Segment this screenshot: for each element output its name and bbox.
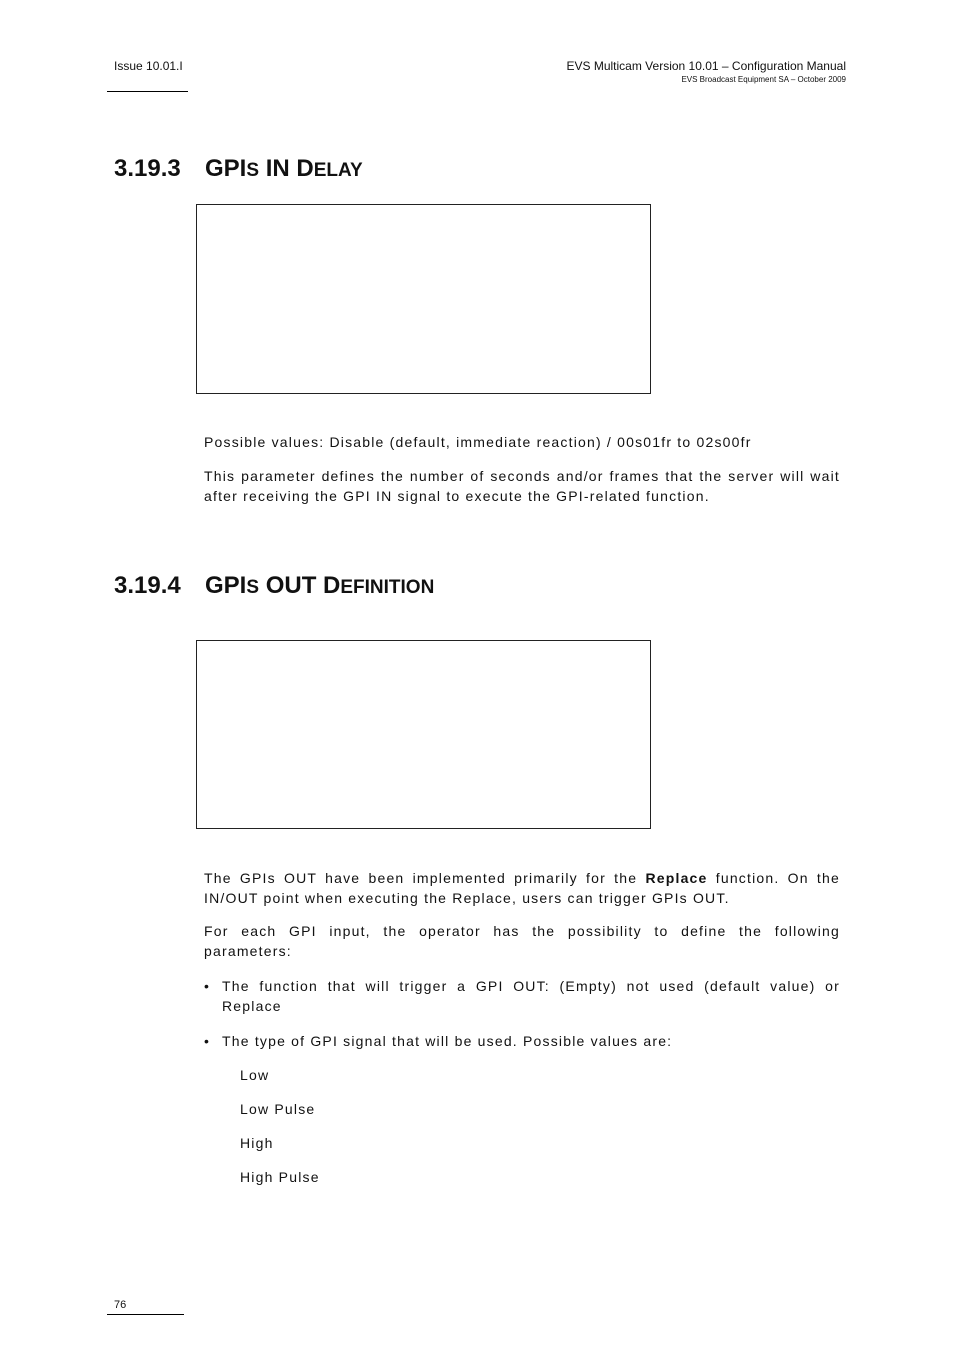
section-number: 3.19.4: [114, 572, 181, 599]
section-heading-gpis-in-delay: [114, 155, 363, 183]
bullet-icon: •: [204, 978, 211, 994]
bullet-item-function: [204, 976, 840, 1016]
paragraph-parameters: For each GPI input, the operator has the possibility to define the following parameters:: [204, 923, 840, 959]
screenshot-placeholder-gpis-out-definition: [196, 640, 651, 829]
text-run: The GPIs OUT have been implemented primarily for the: [204, 870, 646, 886]
value-item: High: [240, 1135, 274, 1151]
value-item: High Pulse: [240, 1169, 320, 1185]
header-divider: [107, 91, 188, 92]
section-number: 3.19.3: [114, 155, 181, 182]
heading-part: S: [246, 160, 260, 181]
text-run: function. On the IN/OUT point when executing the Replace, users can trigger GPIs OUT.: [204, 870, 840, 906]
bullet-icon: •: [204, 1033, 211, 1049]
bullet-text: The type of GPI signal that will be used. Possible values are:: [222, 1033, 673, 1049]
heading-part: IN D: [259, 155, 314, 182]
bold-term-replace: Replace: [645, 870, 708, 886]
header-publisher: EVS Broadcast Equipment SA – October 2009: [681, 75, 846, 84]
footer-divider: [107, 1314, 184, 1315]
value-item: Low Pulse: [240, 1101, 316, 1117]
heading-part: S: [246, 577, 260, 598]
value-item: Low: [240, 1067, 270, 1083]
header-manual-title: EVS Multicam Version 10.01 – Configuration Manual: [566, 59, 846, 73]
paragraph-gpis-out-intro: [204, 868, 840, 908]
paragraph-description: This parameter defines the number of seconds and/or frames that the server will wait after receiving the GPI IN signal to execute the GPI-related function.: [204, 468, 840, 504]
paragraph-possible-values: Possible values: Disable (default, immediate reaction) / 00s01fr to 02s00fr: [204, 434, 752, 450]
header-issue: Issue 10.01.I: [114, 59, 183, 73]
heading-part: EFINITION: [340, 577, 435, 598]
heading-part: OUT D: [259, 572, 341, 599]
heading-part: GPI: [205, 155, 247, 182]
page-number: 76: [114, 1299, 127, 1311]
section-heading-gpis-out-definition: [114, 572, 434, 600]
bullet-item-signal-type: [204, 1031, 840, 1051]
bullet-text: The function that will trigger a GPI OUT: (Empty) not used (default value) or Replace: [222, 978, 840, 1014]
screenshot-placeholder-gpis-in-delay: [196, 204, 651, 394]
heading-part: ELAY: [313, 160, 363, 181]
heading-part: GPI: [205, 572, 247, 599]
